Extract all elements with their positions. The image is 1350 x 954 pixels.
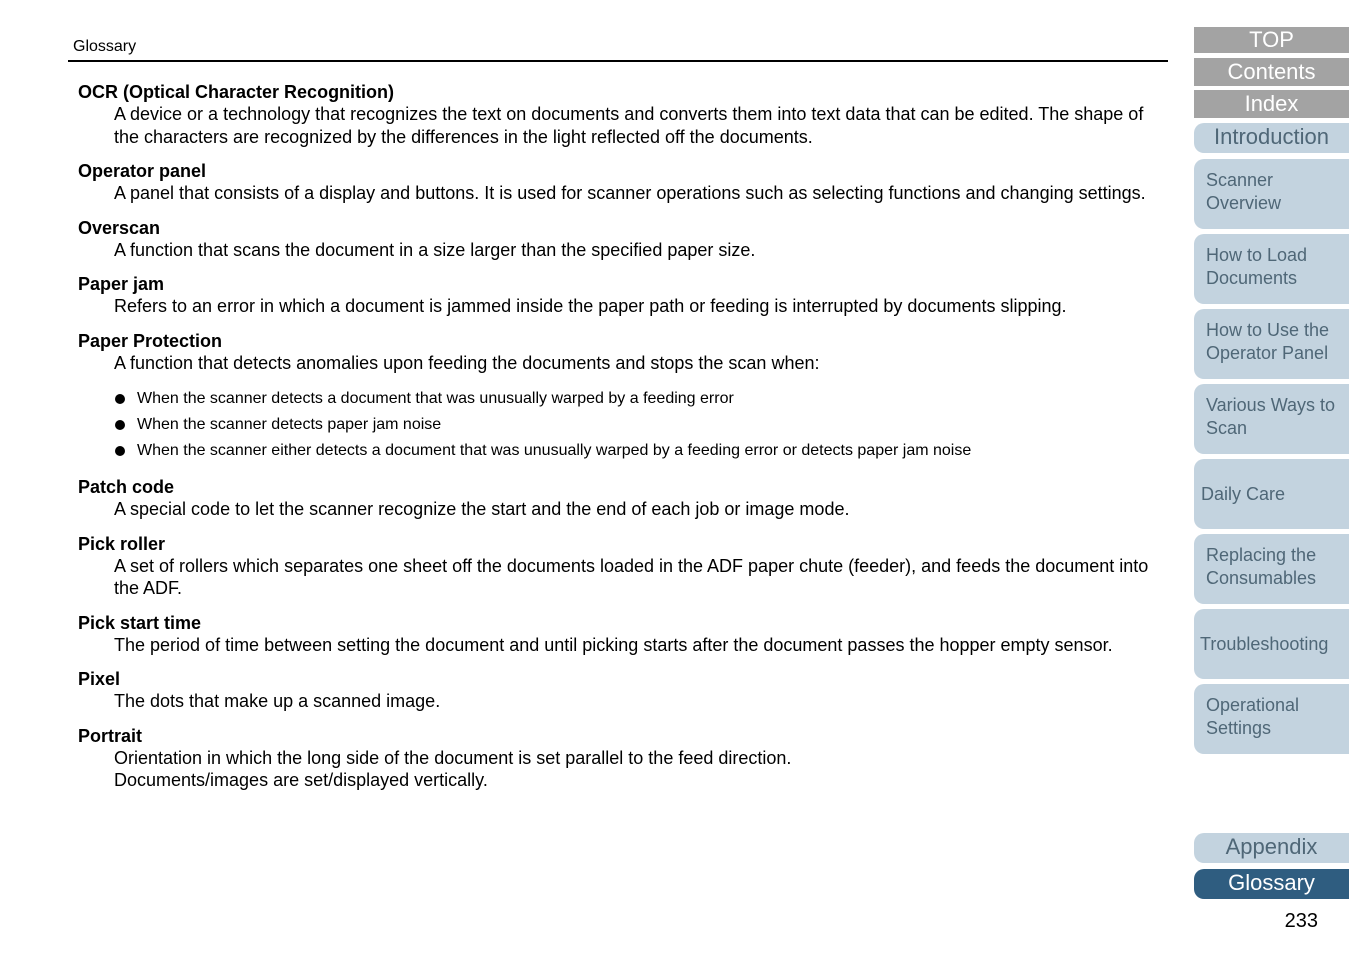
glossary-entry bbox=[78, 160, 1158, 205]
glossary-definition: The period of time between setting the document and until picking starts after the document passes the hopper empty sensor. bbox=[114, 634, 1113, 655]
glossary-entry bbox=[78, 725, 1158, 792]
nav-how-to-use-operator-panel[interactable]: How to Use the Operator Panel bbox=[1194, 309, 1349, 379]
nav-how-to-load-documents[interactable]: How to Load Documents bbox=[1194, 234, 1349, 304]
glossary-definition: A panel that consists of a display and buttons. It is used for scanner operations such as selecting functions and changing settings. bbox=[114, 183, 1146, 203]
bullet-text: When the scanner either detects a document that was unusually warped by a feeding error or detects paper jam noise bbox=[137, 442, 972, 459]
glossary-entry bbox=[78, 612, 1158, 657]
nav-top-button[interactable]: TOP bbox=[1194, 27, 1349, 53]
bullet-item bbox=[78, 438, 1158, 464]
bullet-dot-icon bbox=[115, 420, 125, 430]
glossary-term: Paper jam bbox=[78, 274, 165, 294]
glossary-definition: A special code to let the scanner recognize the start and the end of each job or image mode. bbox=[114, 499, 850, 519]
glossary-term: Patch code bbox=[78, 477, 175, 497]
glossary-entry bbox=[78, 273, 1158, 318]
glossary-definition: A function that detects anomalies upon feeding the documents and stops the scan when: bbox=[114, 352, 820, 373]
nav-index-button[interactable]: Index bbox=[1194, 90, 1349, 118]
glossary-definition: Documents/images are set/displayed vertically. bbox=[114, 770, 488, 790]
glossary-entry bbox=[78, 217, 1158, 262]
glossary-term: Paper Protection bbox=[78, 330, 223, 351]
glossary-term: Portrait bbox=[78, 725, 143, 746]
glossary-definition: The dots that make up a scanned image. bbox=[114, 691, 441, 711]
glossary-term: OCR (Optical Character Recognition) bbox=[78, 82, 395, 102]
bullet-item bbox=[78, 412, 1158, 438]
nav-daily-care[interactable]: Daily Care bbox=[1194, 459, 1349, 529]
glossary-term: Pick roller bbox=[78, 533, 166, 554]
bullet-item bbox=[78, 386, 1158, 412]
header-divider bbox=[68, 60, 1168, 62]
glossary-term: Overscan bbox=[78, 217, 161, 238]
glossary-list bbox=[78, 81, 1158, 804]
bullet-text: When the scanner detects paper jam noise bbox=[137, 416, 442, 433]
page-number: 233 bbox=[1284, 910, 1318, 932]
glossary-entry bbox=[78, 81, 1158, 148]
nav-operational-settings[interactable]: Operational Settings bbox=[1194, 684, 1349, 754]
glossary-entry bbox=[78, 668, 1158, 713]
glossary-entry bbox=[78, 330, 1158, 465]
nav-contents-button[interactable]: Contents bbox=[1194, 58, 1349, 86]
glossary-entry bbox=[78, 533, 1158, 600]
nav-appendix[interactable]: Appendix bbox=[1194, 833, 1349, 863]
glossary-definition: Orientation in which the long side of the document is set parallel to the feed direction. bbox=[114, 747, 792, 768]
glossary-term: Pick start time bbox=[78, 612, 202, 633]
nav-introduction[interactable]: Introduction bbox=[1194, 123, 1349, 153]
nav-glossary[interactable]: Glossary bbox=[1194, 869, 1349, 899]
bullet-text: When the scanner detects a document that was unusually warped by a feeding error bbox=[137, 390, 734, 407]
running-header: Glossary bbox=[73, 38, 137, 55]
nav-various-ways-to-scan[interactable]: Various Ways to Scan bbox=[1194, 384, 1349, 454]
glossary-definition: Refers to an error in which a document is jammed inside the paper path or feeding is interrupted by documents slipping. bbox=[114, 296, 1067, 316]
nav-troubleshooting[interactable]: Troubleshooting bbox=[1194, 609, 1349, 679]
glossary-definition: A device or a technology that recognizes the text on documents and converts them into text data that can be edited. The shape of the characters are recognized by the differences in the light reflected off the documents. bbox=[114, 104, 1144, 147]
glossary-definition: A function that scans the document in a size larger than the specified paper size. bbox=[114, 239, 756, 260]
glossary-term: Operator panel bbox=[78, 161, 207, 181]
nav-scanner-overview[interactable]: Scanner Overview bbox=[1194, 159, 1349, 229]
nav-replacing-consumables[interactable]: Replacing the Consumables bbox=[1194, 534, 1349, 604]
bullet-list bbox=[78, 386, 1158, 464]
glossary-term: Pixel bbox=[78, 669, 121, 689]
bullet-dot-icon bbox=[115, 394, 125, 404]
bullet-dot-icon bbox=[115, 446, 125, 456]
glossary-entry bbox=[78, 476, 1158, 521]
glossary-definition: A set of rollers which separates one sheet off the documents loaded in the ADF paper chute (feeder), and feeds the document into the ADF. bbox=[114, 555, 1149, 598]
